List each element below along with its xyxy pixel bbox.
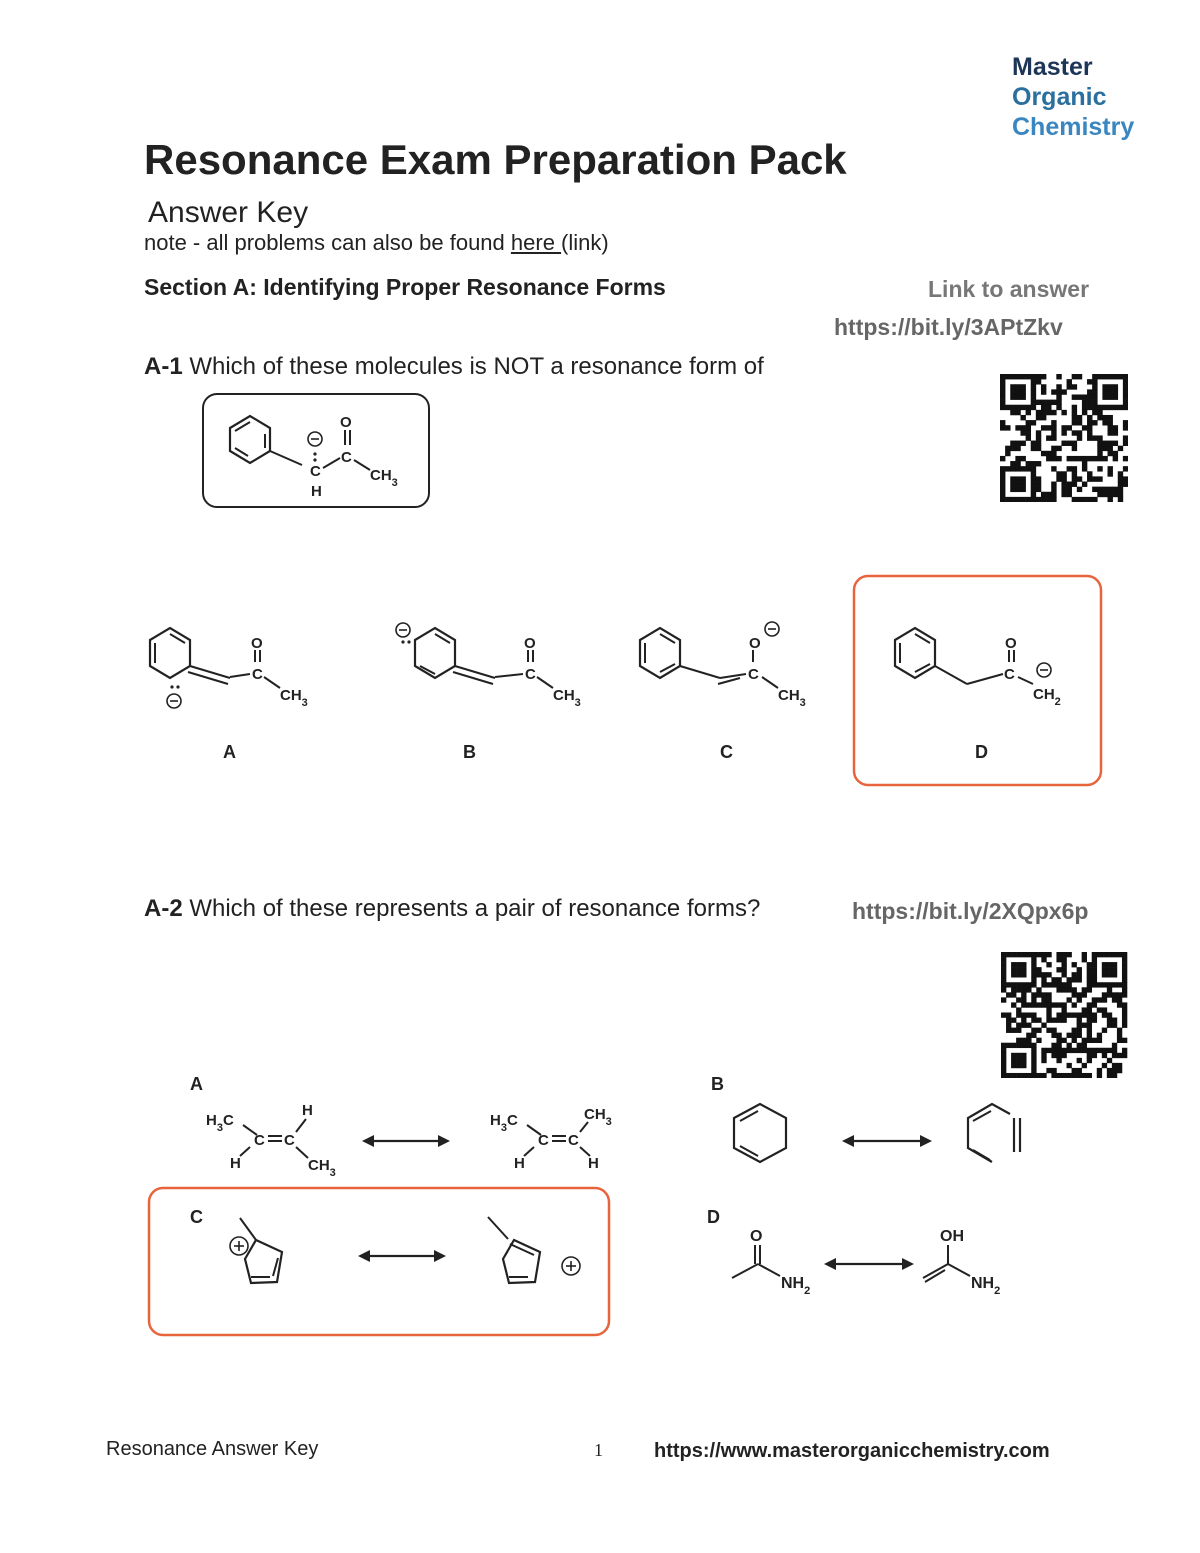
atom-h: H [588, 1155, 599, 1172]
atom-c: C [1004, 666, 1015, 683]
link-to-answer-label: Link to answer [928, 276, 1090, 302]
option-a-label[interactable]: A [190, 1074, 203, 1094]
question-a1 [144, 353, 764, 381]
option-d-right-structure [923, 1228, 1000, 1297]
option-d-left-structure [732, 1228, 810, 1297]
option-d-molecule [895, 628, 1061, 762]
option-c-right-structure [488, 1217, 580, 1283]
brand-line-1: Master [1012, 53, 1093, 81]
atom-o: O [340, 414, 352, 431]
atom-h: H [514, 1155, 525, 1172]
atom-c: C [538, 1132, 549, 1149]
answer-url-a2[interactable]: https://bit.ly/2XQpx6p [852, 898, 1089, 924]
resonance-arrow [824, 1258, 914, 1270]
question-a1-options [130, 570, 1130, 800]
question-a2 [144, 895, 760, 923]
option-b-molecule [396, 623, 581, 762]
question-a1-reference-molecule [190, 388, 450, 518]
option-c-left-structure [230, 1218, 282, 1283]
atom-o: O [524, 635, 536, 652]
atom-o: O [1005, 635, 1017, 652]
atom-c: C [341, 449, 352, 466]
brand-line-2: Organic [1012, 83, 1107, 111]
group-ch3: $CH_3$ [584, 1106, 612, 1128]
atom-c: C [252, 666, 263, 683]
question-a2-options [140, 1070, 1060, 1350]
option-c-label[interactable]: C [720, 742, 733, 762]
group-h3c: $H_3C$ [490, 1112, 518, 1134]
atom-c: C [525, 666, 536, 683]
atom-c: C [284, 1132, 295, 1149]
brand-logo [1012, 52, 1134, 142]
option-a-molecule [150, 628, 308, 762]
atom-c: C [748, 666, 759, 683]
atom-o: O [749, 635, 761, 652]
resonance-arrow [842, 1135, 932, 1147]
note-suffix: (link) [561, 230, 609, 255]
question-a2-number: A-2 [144, 895, 183, 922]
option-c-molecule [640, 622, 806, 762]
atom-c: C [568, 1132, 579, 1149]
answer-highlight-a2 [149, 1188, 609, 1335]
answer-url-a1[interactable]: https://bit.ly/3APtZkv [834, 314, 1063, 340]
option-b-label[interactable]: B [711, 1074, 724, 1094]
option-b-label[interactable]: B [463, 742, 476, 762]
question-a1-text: Which of these molecules is NOT a resonance form of [182, 353, 764, 380]
note-prefix: note - all problems can also be found [144, 230, 511, 255]
atom-c: C [254, 1132, 265, 1149]
option-c-label[interactable]: C [190, 1207, 203, 1227]
qr-code-a2[interactable] [1000, 952, 1128, 1078]
group-nh2: $NH_2$ [781, 1275, 811, 1297]
option-a-label[interactable]: A [223, 742, 236, 762]
footer-url[interactable]: https://www.masterorganicchemistry.com [654, 1440, 1050, 1462]
section-a-heading: Section A: Identifying Proper Resonance Forms [144, 274, 666, 300]
group-ch3: $CH_3$ [308, 1157, 336, 1179]
page-title: Resonance Exam Preparation Pack [144, 136, 847, 183]
group-oh: OH [940, 1228, 964, 1245]
atom-o: O [750, 1228, 763, 1245]
brand-line-3: Chemistry [1012, 113, 1135, 141]
option-b-left-structure [734, 1104, 786, 1162]
group-ch3: $CH_3$ [370, 467, 398, 489]
group-nh2: $NH_2$ [971, 1275, 1001, 1297]
option-d-label[interactable]: D [707, 1207, 720, 1227]
note-here-link[interactable]: here [510, 230, 562, 255]
note-line [144, 230, 609, 256]
option-b-right-structure [968, 1104, 1020, 1162]
page-number: 1 [594, 1440, 603, 1460]
group-ch3: $CH_3$ [778, 687, 806, 709]
atom-c: C [310, 463, 321, 480]
group-ch3: $CH_3$ [280, 687, 308, 709]
page-subtitle: Answer Key [148, 196, 309, 229]
group-h3c: $H_3C$ [206, 1112, 234, 1134]
qr-code-a1[interactable] [1000, 374, 1128, 502]
question-a1-number: A-1 [144, 353, 183, 380]
footer-left: Resonance Answer Key [106, 1438, 319, 1460]
atom-h: H [311, 483, 322, 500]
resonance-arrow [362, 1135, 450, 1147]
option-a-left-structure [206, 1102, 336, 1179]
atom-o: O [251, 635, 263, 652]
option-a-right-structure [490, 1106, 612, 1172]
question-a2-text: Which of these represents a pair of resonance forms? [182, 895, 761, 922]
resonance-arrow [358, 1250, 446, 1262]
atom-h: H [302, 1102, 313, 1119]
option-d-label[interactable]: D [975, 742, 988, 762]
group-ch2: $CH_2$ [1033, 686, 1061, 708]
atom-h: H [230, 1155, 241, 1172]
group-ch3: $CH_3$ [553, 687, 581, 709]
